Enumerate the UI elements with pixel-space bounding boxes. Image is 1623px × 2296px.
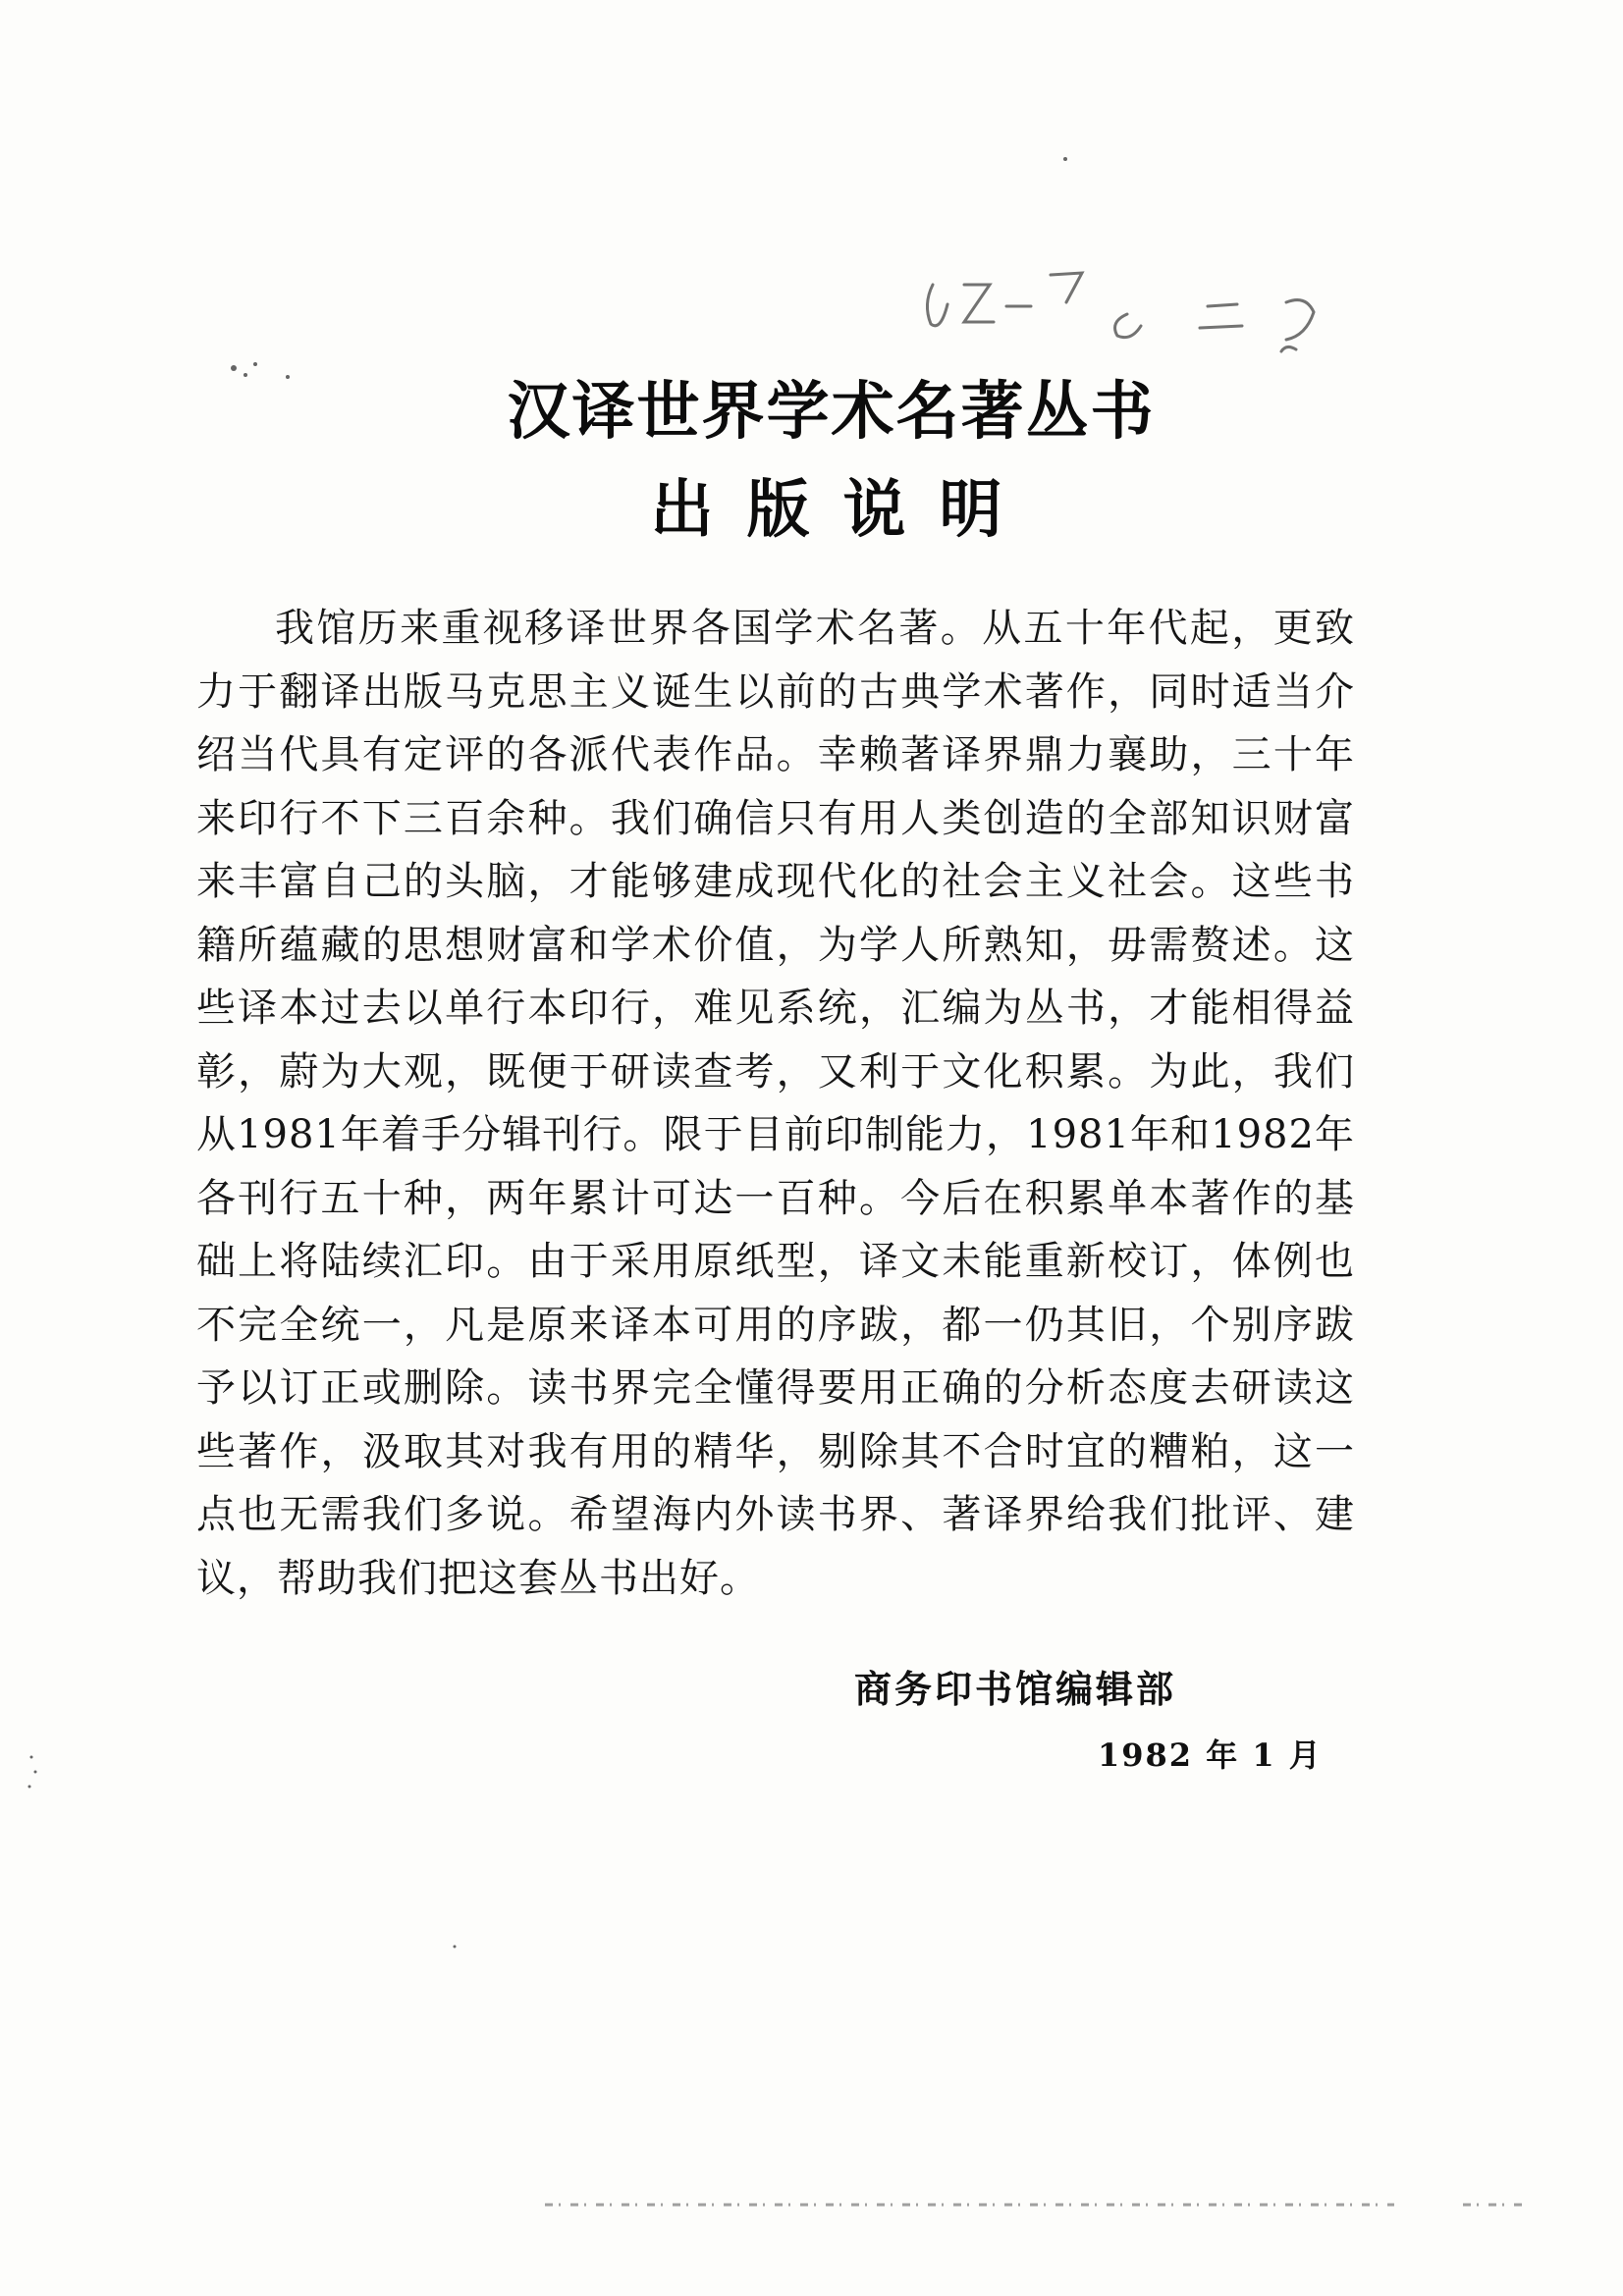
publication-note-body: 我馆历来重视移译世界各国学术名著。从五十年代起，更致力于翻译出版马克思主义诞生以前的古典学术著作，同时适当介绍当代具有定评的各派代表作品。幸赖著译界鼎力襄助，三十年来印行不下三百余种。我们确信只有用人类创造的全部知识财富来丰富自己的头脑，才能够建成现代化的社会主义社会。这些书籍所蕴藏的思想财富和学术价值，为学人所熟知，毋需赘述。这些译本过去以单行本印行，难见系统，汇编为丛书，才能相得益彰，蔚为大观，既便于研读查考，又利于文化积累。为此，我们从1981年着手分辑刊行。限于目前印制能力，1981年和1982年各刊行五十种，两年累计可达一百种。今后在积累单本著作的基础上将陆续汇印。由于采用原纸型，译文未能重新校订，体例也不完全统一，凡是原来译本可用的序跋，都一仍其旧，个别序跋予以订正或删除。读书界完全懂得要用正确的分析态度去研读这些著作，汲取其对我有用的精华，剔除其不合时宜的糟粕，这一点也无需我们多说。希望海内外读书界、著译界给我们批评、建议，帮助我们把这套丛书出好。 <box>196 606 1355 1601</box>
handwritten-annotation <box>913 245 1345 363</box>
publication-note-heading: 出版说明 <box>650 473 1036 547</box>
series-title: 汉译世界学术名著丛书 <box>507 375 1156 449</box>
publisher-signature: 商务印书馆编辑部 <box>854 1667 1177 1711</box>
publication-date: 1982 年 1 月 <box>1098 1736 1323 1774</box>
